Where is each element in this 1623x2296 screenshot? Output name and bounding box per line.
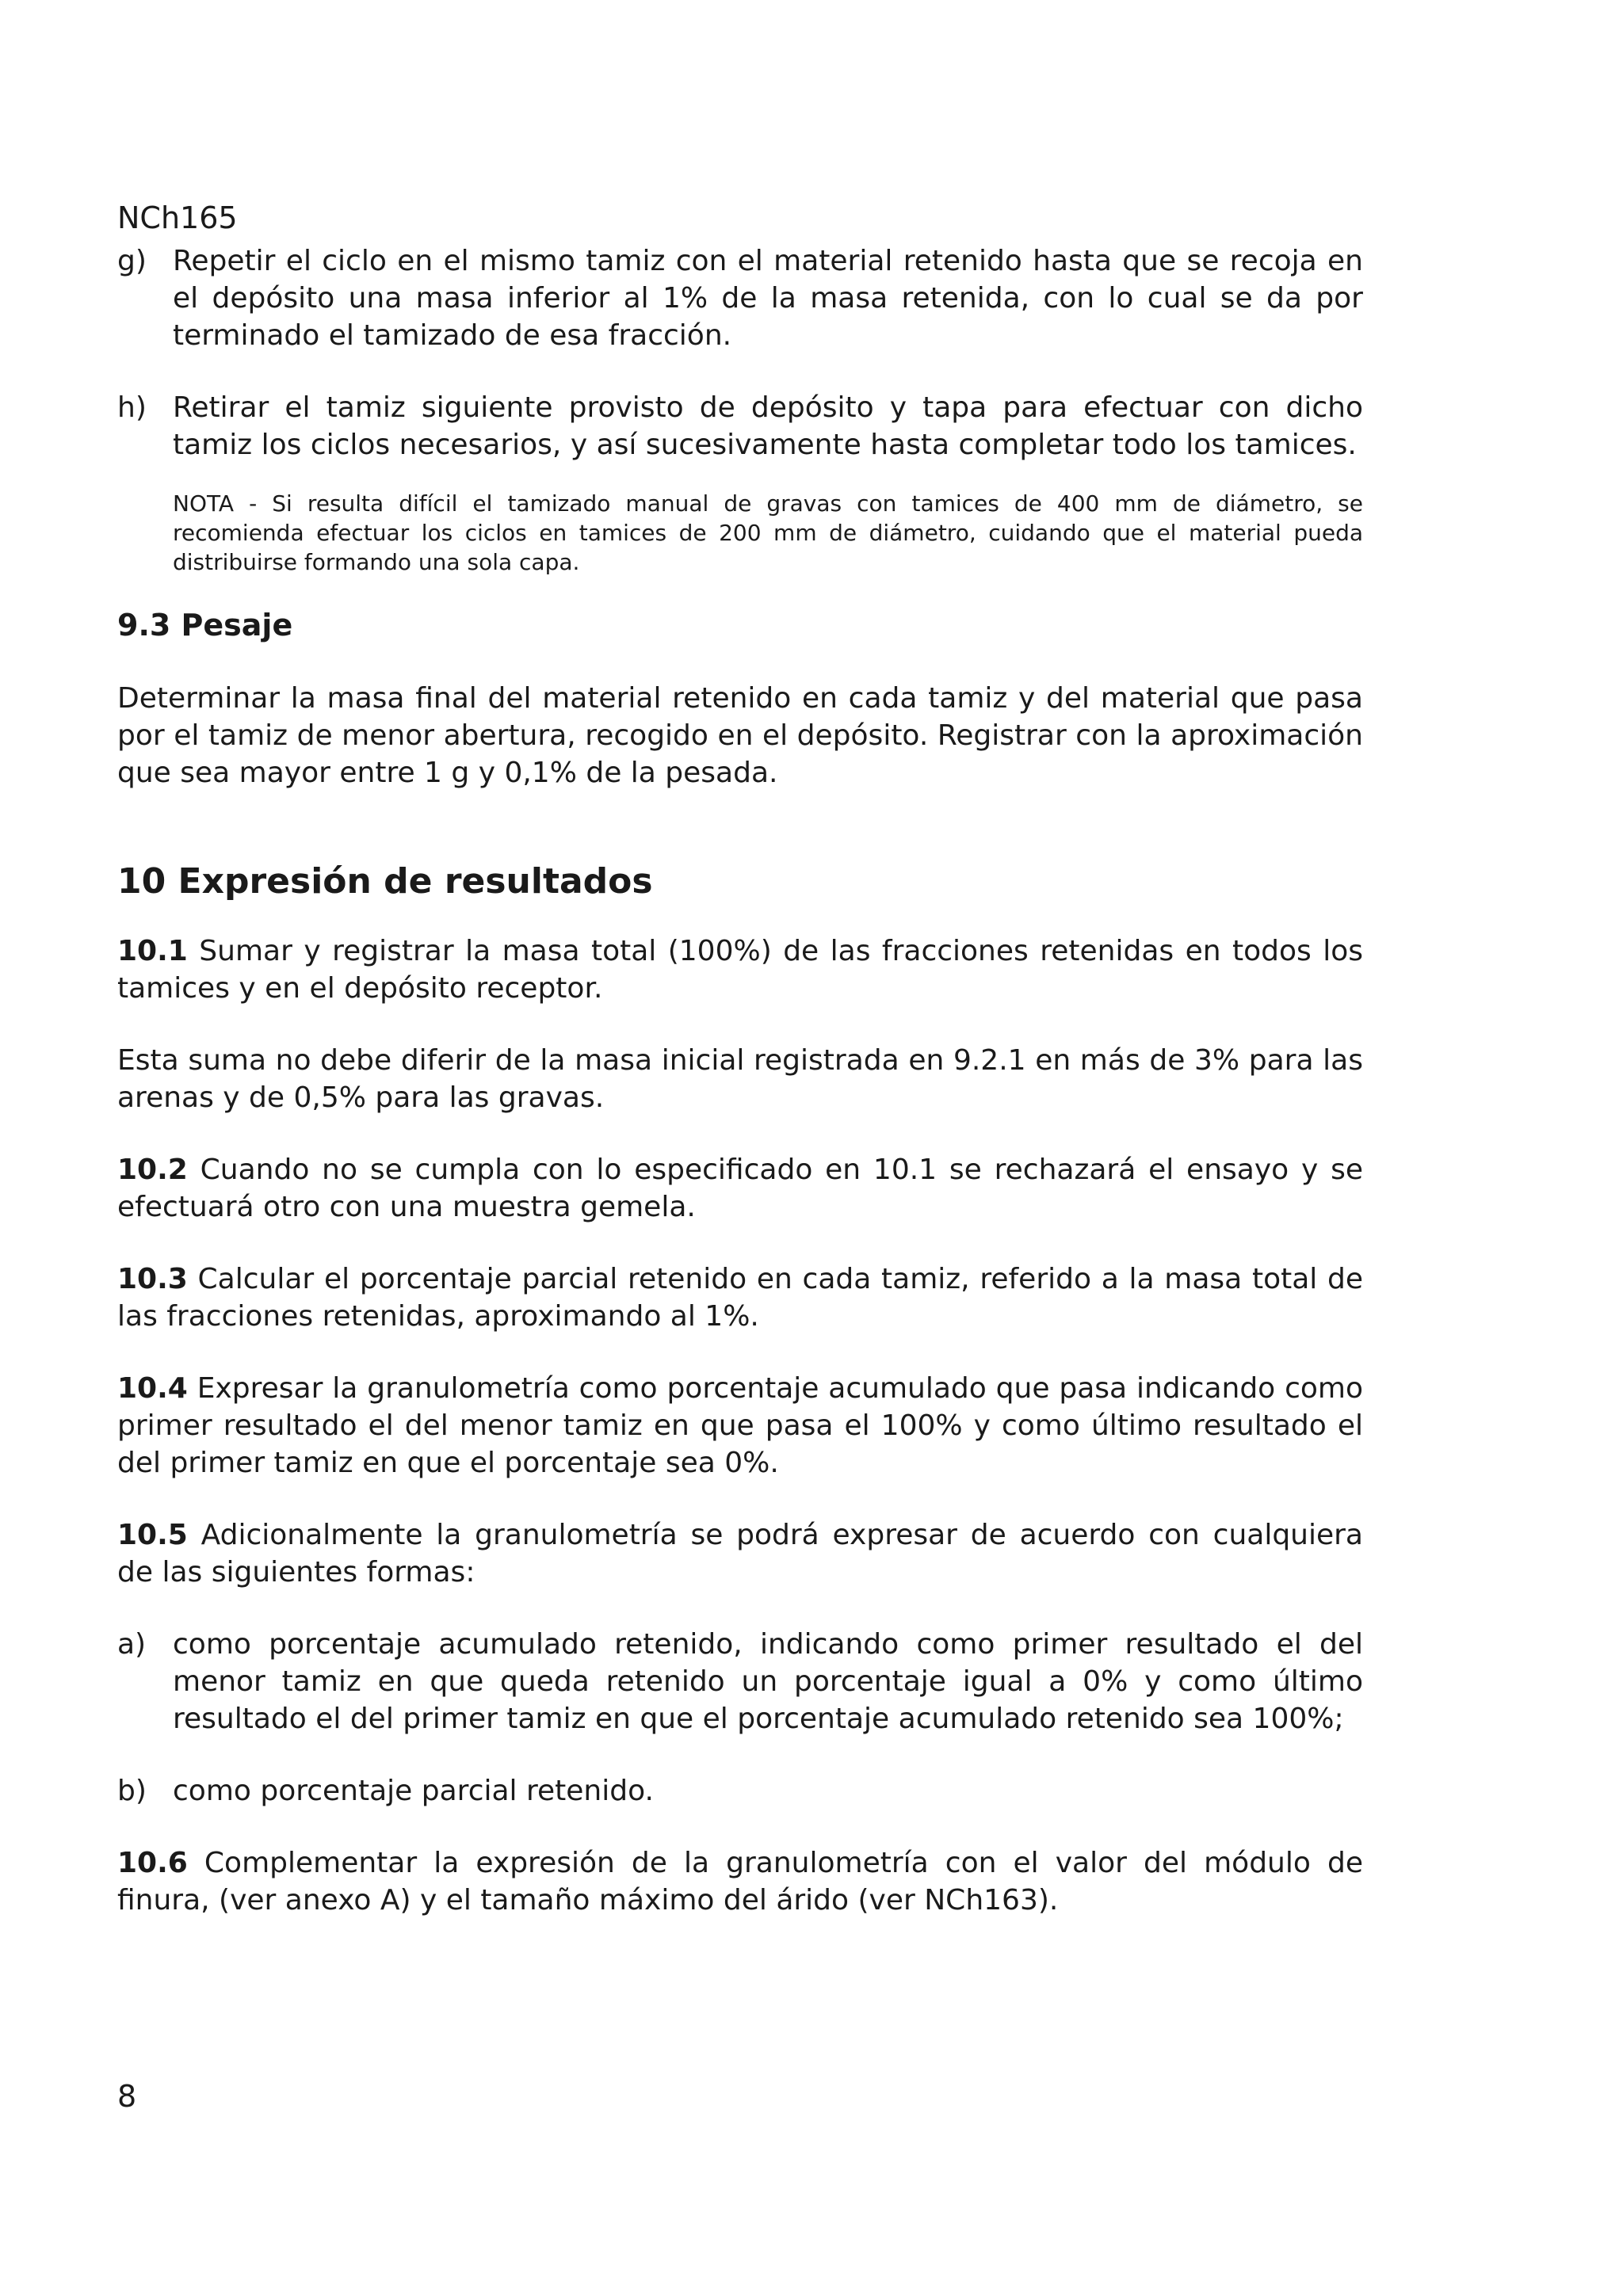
clause-text: Adicionalmente la granulometría se podrá expresar de acuerdo con cualquiera de las siguientes formas:	[117, 1519, 1363, 1589]
list-label: a)	[117, 1628, 147, 1661]
paragraph-10-1	[117, 933, 1363, 1007]
clause-number: 10.5	[117, 1519, 188, 1551]
list-text: Repetir el ciclo en el mismo tamiz con el material retenido hasta que se recoja en el depósito una masa inferior al 1% de la masa retenida, con lo cual se da por terminado el tamizado de esa fracción.	[173, 245, 1363, 352]
paragraph-10-4	[117, 1370, 1363, 1482]
list-item-h	[117, 389, 1363, 463]
clause-text: Calcular el porcentaje parcial retenido en cada tamiz, referido a la masa total de las fracciones retenidas, aproximando al 1%.	[117, 1263, 1363, 1333]
page-number: 8	[117, 2079, 137, 2114]
list-text: como porcentaje acumulado retenido, indicando como primer resultado el del menor tamiz en que queda retenido un porcentaje igual a 0% y como último resultado el del primer tamiz en que el porcentaje acumulado retenido sea 100%;	[173, 1628, 1363, 1735]
list-text: Retirar el tamiz siguiente provisto de depósito y tapa para efectuar con dicho tamiz los ciclos necesarios, y así sucesivamente hasta completar todo los tamices.	[173, 391, 1363, 461]
document-page	[117, 198, 1363, 1919]
paragraph-10-2	[117, 1151, 1363, 1226]
clause-number: 10.3	[117, 1263, 188, 1295]
list-label: g)	[117, 245, 147, 277]
list-text: como porcentaje parcial retenido.	[173, 1775, 654, 1807]
running-header: NCh165	[117, 200, 238, 235]
clause-text: Sumar y registrar la masa total (100%) de las fracciones retenidas en todos los tamices y en el depósito receptor.	[117, 935, 1363, 1005]
paragraph-10-3	[117, 1261, 1363, 1335]
clause-text: Expresar la granulometría como porcentaje acumulado que pasa indicando como primer resultado el del menor tamiz en que pasa el 100% y como último resultado el del primer tamiz en que el porcentaje sea 0%.	[117, 1372, 1363, 1479]
section-heading-9-3: 9.3 Pesaje	[117, 608, 293, 643]
section-heading-10: 10 Expresión de resultados	[117, 861, 653, 902]
paragraph-10-6	[117, 1844, 1363, 1919]
note: NOTA - Si resulta difícil el tamizado manual de gravas con tamices de 400 mm de diámetro, se recomienda efectuar los ciclos en tamices de 200 mm de diámetro, cuidando que el material pueda distribuirse formando una sola capa.	[173, 490, 1363, 575]
list-label: h)	[117, 391, 147, 424]
paragraph-10-1b: Esta suma no debe diferir de la masa inicial registrada en 9.2.1 en más de 3% para las arenas y de 0,5% para las gravas.	[117, 1044, 1363, 1114]
clause-text: Cuando no se cumpla con lo especificado en 10.1 se rechazará el ensayo y se efectuará otro con una muestra gemela.	[117, 1154, 1363, 1223]
list-item-g	[117, 242, 1363, 354]
clause-number: 10.2	[117, 1154, 188, 1186]
clause-number: 10.6	[117, 1847, 188, 1879]
paragraph-10-5	[117, 1516, 1363, 1591]
list-item-b	[117, 1772, 1363, 1810]
clause-number: 10.1	[117, 935, 188, 967]
clause-text: Complementar la expresión de la granulometría con el valor del módulo de finura, (ver anexo A) y el tamaño máximo del árido (ver NCh163).	[117, 1847, 1363, 1917]
clause-number: 10.4	[117, 1372, 188, 1405]
paragraph-9-3: Determinar la masa final del material retenido en cada tamiz y del material que pasa por el tamiz de menor abertura, recogido en el depósito. Registrar con la aproximación que sea mayor entre 1 g y 0,1% de la pesada.	[117, 682, 1363, 789]
list-item-a	[117, 1626, 1363, 1737]
list-label: b)	[117, 1775, 147, 1807]
